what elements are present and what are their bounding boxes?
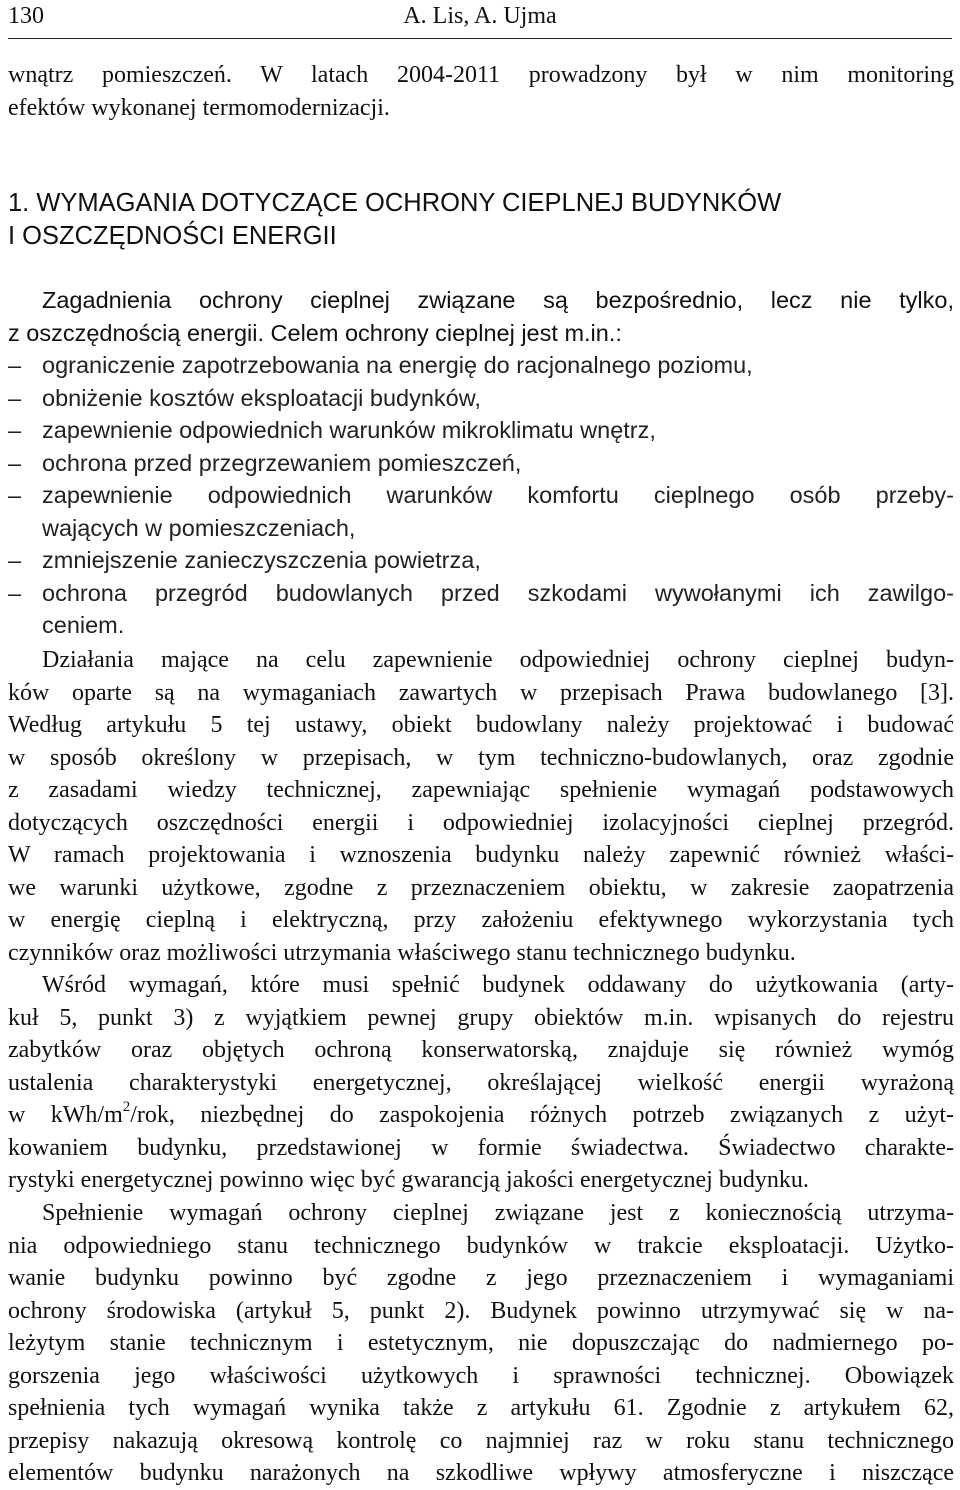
list-item-text: ograniczenie zapotrzebowania na energię do racjonalnego poziomu, [42, 352, 753, 378]
text-line: zabytków oraz objętych ochroną konserwatorską, znajduje się również wymóg [8, 1037, 954, 1063]
text-line: we warunki użytkowe, zgodne z przeznaczeniem obiektu, w zakresie zaopatrzenia [8, 874, 954, 901]
text-line: Działania mające na celu zapewnienie odpowiedniej ochrony cieplnej budyn- [42, 647, 954, 673]
text-line: efektów wykonanej termomodernizacji. [8, 94, 390, 121]
text-line: przepisy nakazują okresową kontrolę co najmniej raz w roku stanu technicznego [8, 1427, 954, 1454]
text-line: z oszczędnością energii. Celem ochrony cieplnej jest m.in.: [8, 319, 622, 346]
section-title-line: I OSZCZĘDNOŚCI ENERGII [8, 222, 337, 250]
list-item-text: zapewnienie odpowiednich warunków komfortu cieplnego osób przeby- [42, 482, 954, 508]
list-item-text: zmniejszenie zanieczyszczenia powietrza, [42, 547, 481, 573]
unit-superscript: 2 [122, 1099, 131, 1115]
text-line: z zasadami wiedzy technicznej, zapewniając spełnienie wymagań podstawowych [8, 777, 954, 803]
dash-bullet: – [8, 482, 22, 508]
list-item [8, 414, 954, 447]
paragraph-maintenance [8, 1197, 954, 1490]
list-item [8, 349, 954, 382]
list-item-text: ochrona przegród budowlanych przed szkodami wywołanymi ich zawilgo- [42, 579, 954, 606]
running-header [8, 0, 952, 39]
section-title-line: 1. WYMAGANIA DOTYCZĄCE OCHRONY CIEPLNEJ BUDYNKÓW [8, 189, 782, 217]
list-item [8, 447, 954, 480]
text-line: spełnienia tych wymagań wynika także z artykułu 61. Zgodnie z artykułem 62, [8, 1395, 954, 1421]
text-line: ustalenia charakterystyki energetycznej, określającej wielkość energii wyrażoną [8, 1069, 954, 1096]
text-line: gorszenia jego właściwości użytkowych i sprawności technicznej. Obowiązek [8, 1362, 954, 1389]
list-item [8, 479, 954, 544]
text-line: dotyczących oszczędności energii i odpowiedniej izolacyjności cieplnej przegród. [8, 809, 954, 836]
list-item [8, 382, 954, 415]
text-line: Według artykułu 5 tej ustawy, obiekt budowlany należy projektować i budować [8, 712, 954, 738]
text-line: w sposób określony w przepisach, w tym techniczno-budowlanych, oraz zgodnie [8, 744, 954, 771]
unit-suffix: /rok, niezbędnej do zaspokojenia różnych potrzeb związanych z użyt- [130, 1102, 954, 1128]
dash-bullet: – [8, 449, 22, 476]
text-line: leżytym stanie technicznym i estetycznym, nie dopuszczając do nadmiernego po- [8, 1330, 954, 1356]
text-line: ochrony środowiska (artykuł 5, punkt 2). Budynek powinno utrzymywać się w na- [8, 1297, 954, 1324]
text-line: wanie budynku powinno być zgodne z jego przeznaczeniem i wymaganiami [8, 1265, 954, 1291]
page-number: 130 [8, 3, 44, 29]
text-line: wnątrz pomieszczeń. W latach 2004-2011 prowadzony był w nim monitoring [8, 62, 954, 88]
text-line: czynników oraz możliwości utrzymania właściwego stanu technicznego budynku. [8, 939, 796, 966]
list-item-text: wających w pomieszczeniach, [42, 514, 356, 541]
paragraph-energy-certificate [8, 969, 954, 1197]
list-item [8, 577, 954, 642]
text-line: rystyki energetycznej powinno więc być gwarancją jakości energetycznej budynku. [8, 1167, 809, 1193]
section-lead [8, 284, 954, 349]
list-item-text: obniżenie kosztów eksploatacji budynków, [42, 384, 481, 411]
dash-bullet: – [8, 417, 22, 443]
text-line: Zagadnienia ochrony cieplnej związane są bezpośrednio, lecz nie tylko, [42, 287, 954, 313]
text-line: w energię cieplną i elektryczną, przy założeniu efektywnego wykorzystania tych [8, 907, 954, 933]
text-line: Wśród wymagań, które musi spełnić budynek oddawany do użytkowania (arty- [42, 972, 954, 998]
dash-bullet: – [8, 579, 22, 606]
text-line: Spełnienie wymagań ochrony cieplnej związane jest z koniecznością utrzyma- [42, 1200, 954, 1226]
section-heading [8, 187, 954, 253]
text-line-with-unit [8, 1099, 954, 1132]
dash-bullet: – [8, 547, 22, 573]
running-header-authors: A. Lis, A. Ujma [403, 3, 557, 29]
list-item [8, 544, 954, 577]
text-line: kowaniem budynku, przedstawionej w formie świadectwa. Świadectwo charakte- [8, 1134, 954, 1161]
dash-bullet: – [8, 352, 22, 378]
text-line: W ramach projektowania i wznoszenia budynku należy zapewnić również właści- [8, 842, 954, 868]
text-line: nia odpowiedniego stanu technicznego budynków w trakcie eksploatacji. Użytko- [8, 1232, 954, 1259]
goals-list [8, 349, 954, 642]
list-item-text: ochrona przed przegrzewaniem pomieszczeń, [42, 449, 522, 476]
list-item-text: ceniem. [42, 612, 125, 638]
dash-bullet: – [8, 384, 22, 411]
text-line: elementów budynku narażonych na szkodliwe wpływy atmosferyczne i niszczące [8, 1460, 954, 1486]
unit-prefix: w kWh/m [8, 1102, 123, 1128]
text-line: kuł 5, punkt 3) z wyjątkiem pewnej grupy obiektów m.in. wpisanych do rejestru [8, 1004, 954, 1031]
list-item-text: zapewnienie odpowiednich warunków mikroklimatu wnętrz, [42, 417, 656, 443]
text-line: ków oparte są na wymaganiach zawartych w przepisach Prawa budowlanego [3]. [8, 679, 954, 706]
paragraph-requirements [8, 644, 954, 969]
intro-paragraph [8, 59, 954, 124]
